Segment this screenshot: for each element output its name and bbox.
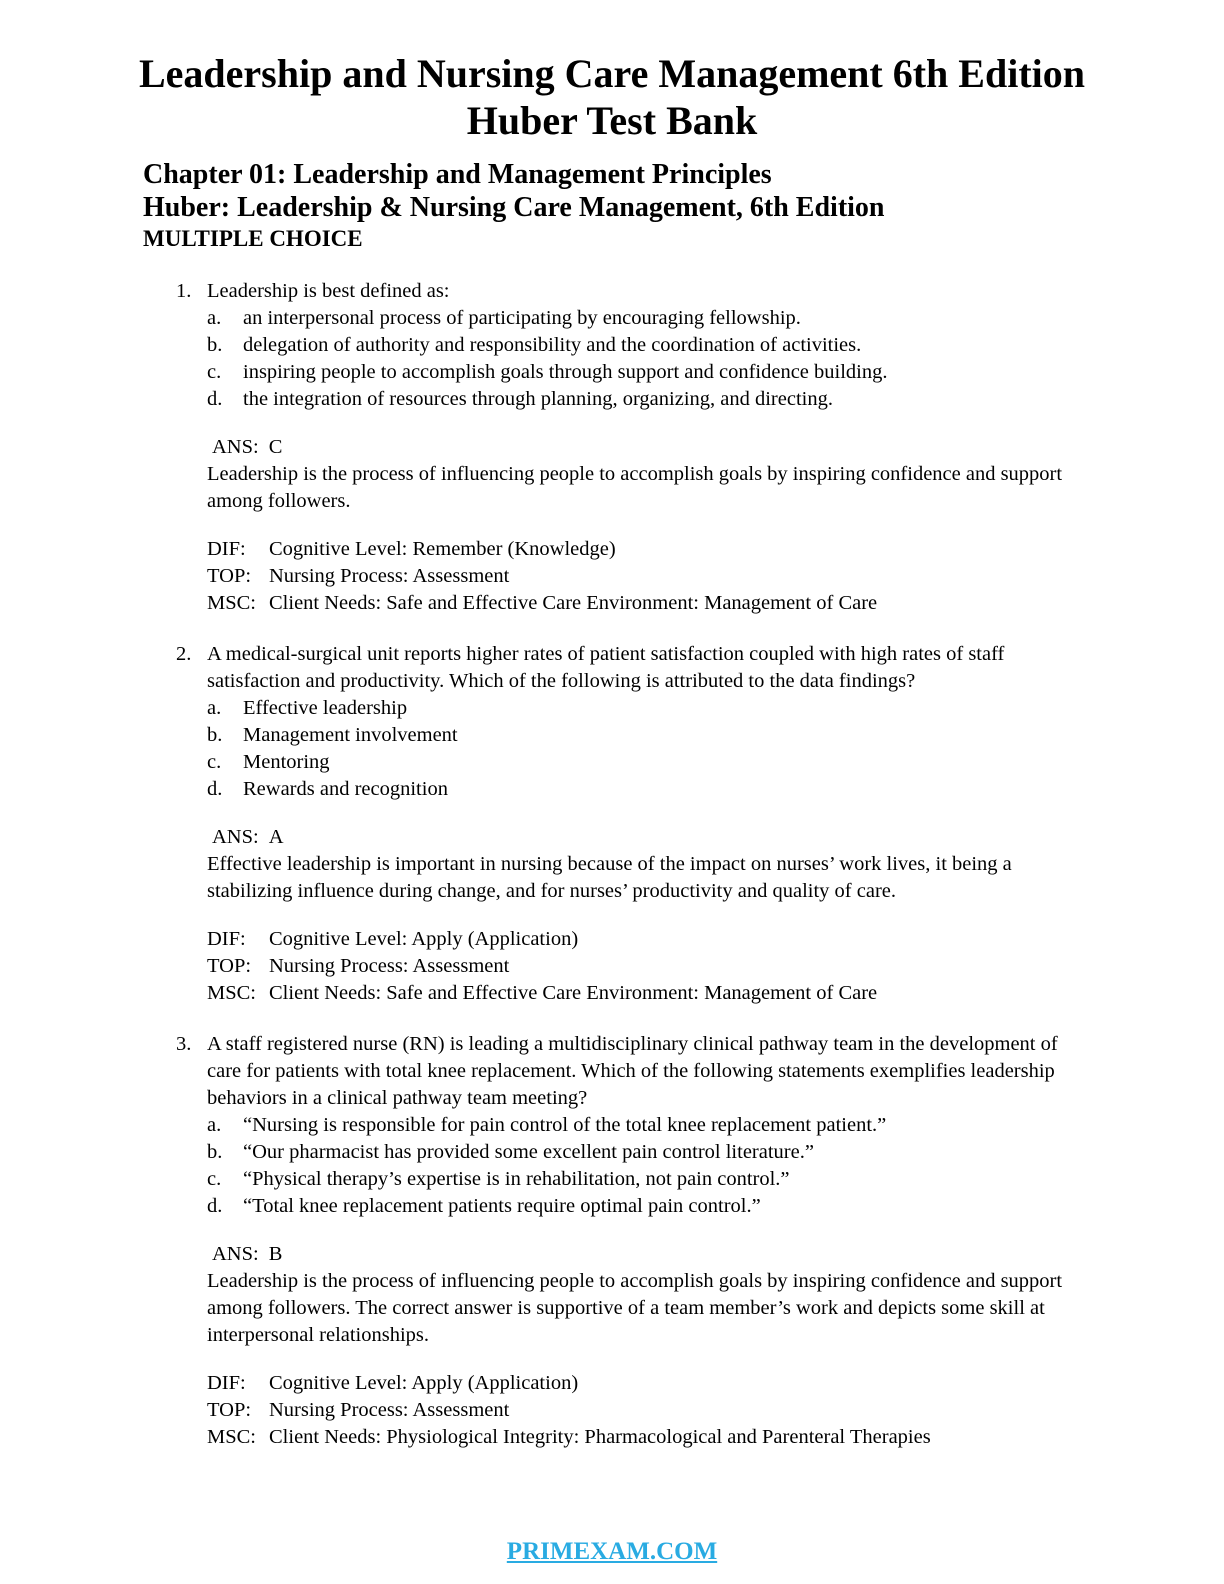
document-title — [0, 0, 1224, 144]
answer-label: ANS: — [212, 1243, 259, 1265]
option-letter: b. — [207, 724, 223, 746]
option-letter: d. — [207, 1195, 223, 1217]
option-letter: a. — [207, 307, 222, 329]
title-line-1: Leadership and Nursing Care Management 6th Edition — [138, 51, 1085, 96]
answer-rationale: Effective leadership is important in nursing because of the impact on nurses’ work lives, it being a stabilizing influence during change, and for nurses’ productivity and quality of care. — [207, 853, 1012, 902]
answer-option-a — [207, 695, 1080, 722]
book-heading: Huber: Leadership & Nursing Care Management, 6th Edition — [143, 192, 885, 223]
answer-label: ANS: — [212, 826, 259, 848]
option-text: “Nursing is responsible for pain control of the total knee replacement patient.” — [243, 1114, 887, 1136]
answer-option-c — [207, 1166, 1080, 1193]
question-list — [0, 278, 1224, 1451]
option-letter: c. — [207, 361, 222, 383]
answer-option-b — [207, 1139, 1080, 1166]
meta-tag: DIF: — [207, 1372, 246, 1394]
meta-value: Client Needs: Physiological Integrity: Pharmacological and Parenteral Therapies — [269, 1426, 931, 1448]
meta-msc — [207, 980, 1080, 1007]
meta-tag: DIF: — [207, 928, 246, 950]
primexam-link[interactable]: PRIMEXAM.COM — [506, 1538, 718, 1565]
answer-option-d — [207, 1193, 1080, 1220]
meta-value: Nursing Process: Assessment — [269, 1399, 510, 1421]
meta-top — [207, 563, 1080, 590]
answer-option-b — [207, 332, 1080, 359]
chapter-header-block — [143, 158, 1224, 254]
answer-value: C — [268, 436, 283, 458]
question-2 — [176, 641, 1224, 1007]
section-label: MULTIPLE CHOICE — [143, 226, 363, 251]
answer-option-d — [207, 776, 1080, 803]
meta-value: Client Needs: Safe and Effective Care Environment: Management of Care — [269, 592, 878, 614]
option-letter: b. — [207, 334, 223, 356]
option-text: the integration of resources through planning, organizing, and directing. — [243, 388, 833, 410]
meta-dif — [207, 1370, 1080, 1397]
answer-value: A — [268, 826, 284, 848]
meta-top — [207, 1397, 1080, 1424]
question-meta — [207, 536, 1080, 617]
question-body — [207, 278, 1080, 617]
meta-dif — [207, 926, 1080, 953]
answer-rationale: Leadership is the process of influencing people to accomplish goals by inspiring confidence and support among followers. — [207, 463, 1063, 512]
answer-value: B — [268, 1243, 283, 1265]
question-body — [207, 1031, 1080, 1451]
answer-option-c — [207, 749, 1080, 776]
option-text: “Our pharmacist has provided some excellent pain control literature.” — [243, 1141, 814, 1163]
question-number: 3. — [176, 1033, 192, 1055]
option-text: Mentoring — [243, 751, 330, 773]
question-number: 2. — [176, 643, 192, 665]
meta-tag: DIF: — [207, 538, 246, 560]
option-text: delegation of authority and responsibility and the coordination of activities. — [243, 334, 862, 356]
option-text: an interpersonal process of participating by encouraging fellowship. — [243, 307, 801, 329]
option-text: “Total knee replacement patients require optimal pain control.” — [243, 1195, 761, 1217]
answer-rationale: Leadership is the process of influencing people to accomplish goals by inspiring confidence and support among followers. The correct answer is supportive of a team member’s work and depicts some skill at interpersonal relationships. — [207, 1270, 1063, 1346]
meta-value: Nursing Process: Assessment — [269, 955, 510, 977]
meta-value: Nursing Process: Assessment — [269, 565, 510, 587]
question-meta — [207, 1370, 1080, 1451]
option-text: “Physical therapy’s expertise is in rehabilitation, not pain control.” — [243, 1168, 790, 1190]
option-letter: c. — [207, 1168, 222, 1190]
answer-option-a — [207, 305, 1080, 332]
question-stem: Leadership is best defined as: — [207, 280, 450, 302]
answer-line — [207, 434, 1080, 461]
question-3 — [176, 1031, 1224, 1451]
question-number: 1. — [176, 280, 192, 302]
option-letter: d. — [207, 778, 223, 800]
meta-value: Client Needs: Safe and Effective Care Environment: Management of Care — [269, 982, 878, 1004]
option-text: inspiring people to accomplish goals through support and confidence building. — [243, 361, 888, 383]
meta-tag: MSC: — [207, 1426, 256, 1448]
answer-option-a — [207, 1112, 1080, 1139]
answer-option-b — [207, 722, 1080, 749]
answer-option-c — [207, 359, 1080, 386]
answer-line — [207, 824, 1080, 851]
option-letter: a. — [207, 1114, 222, 1136]
question-body — [207, 641, 1080, 1007]
option-letter: b. — [207, 1141, 223, 1163]
meta-tag: TOP: — [207, 1399, 252, 1421]
meta-msc — [207, 1424, 1080, 1451]
option-text: Effective leadership — [243, 697, 408, 719]
answer-option-d — [207, 386, 1080, 413]
question-stem: A staff registered nurse (RN) is leading a multidisciplinary clinical pathway team in the development of care for patients with total knee replacement. Which of the following statements exemplifies leadership behaviors in a clinical pathway team meeting? — [207, 1033, 1058, 1109]
chapter-heading: Chapter 01: Leadership and Management Principles — [143, 159, 772, 190]
option-text: Rewards and recognition — [243, 778, 448, 800]
meta-dif — [207, 536, 1080, 563]
option-letter: c. — [207, 751, 222, 773]
answer-label: ANS: — [212, 436, 259, 458]
option-letter: a. — [207, 697, 222, 719]
question-1 — [176, 278, 1224, 617]
question-stem: A medical-surgical unit reports higher rates of patient satisfaction coupled with high rates of staff satisfaction and productivity. Which of the following is attributed to the data findings? — [207, 643, 1005, 692]
meta-tag: TOP: — [207, 565, 252, 587]
question-meta — [207, 926, 1080, 1007]
meta-value: Cognitive Level: Apply (Application) — [269, 928, 579, 950]
answer-line — [207, 1241, 1080, 1268]
meta-tag: MSC: — [207, 982, 256, 1004]
option-text: Management involvement — [243, 724, 458, 746]
meta-top — [207, 953, 1080, 980]
meta-msc — [207, 590, 1080, 617]
meta-value: Cognitive Level: Apply (Application) — [269, 1372, 579, 1394]
option-letter: d. — [207, 388, 223, 410]
meta-tag: MSC: — [207, 592, 256, 614]
meta-value: Cognitive Level: Remember (Knowledge) — [269, 538, 616, 560]
title-line-2: Huber Test Bank — [466, 98, 758, 143]
page-footer — [0, 1538, 1224, 1566]
meta-tag: TOP: — [207, 955, 252, 977]
